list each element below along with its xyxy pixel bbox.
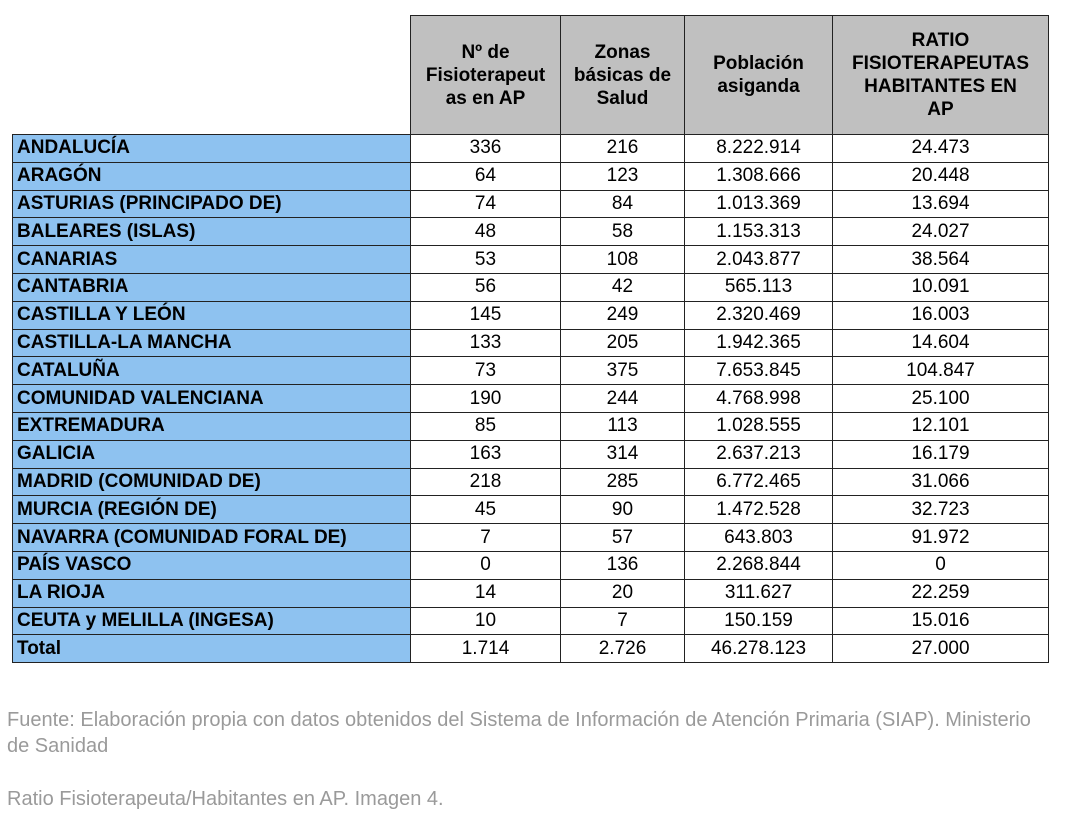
poblacion-value: 150.159: [685, 607, 833, 635]
zonas-value: 314: [561, 440, 685, 468]
region-name: MADRID (COMUNIDAD DE): [13, 468, 411, 496]
fisioterapeutas-value: 133: [411, 329, 561, 357]
ratio-value: 22.259: [833, 579, 1049, 607]
fisioterapeutas-value: 190: [411, 385, 561, 413]
poblacion-value: 1.013.369: [685, 190, 833, 218]
region-name: NAVARRA (COMUNIDAD FORAL DE): [13, 524, 411, 552]
header-corner-cell: [13, 16, 411, 135]
zonas-value: 90: [561, 496, 685, 524]
ratio-value: 104.847: [833, 357, 1049, 385]
table-row: [13, 524, 1049, 552]
region-name: ANDALUCÍA: [13, 135, 411, 163]
table-row: [13, 468, 1049, 496]
table-row: [13, 190, 1049, 218]
fisioterapeutas-value: 163: [411, 440, 561, 468]
table-row: [13, 551, 1049, 579]
poblacion-value: 7.653.845: [685, 357, 833, 385]
zonas-value: 205: [561, 329, 685, 357]
ratio-value: 20.448: [833, 162, 1049, 190]
physio-ratio-table: [12, 15, 1049, 663]
ratio-value: 13.694: [833, 190, 1049, 218]
region-name: COMUNIDAD VALENCIANA: [13, 385, 411, 413]
poblacion-value: 1.942.365: [685, 329, 833, 357]
fisioterapeutas-value: 218: [411, 468, 561, 496]
fisioterapeutas-value: 74: [411, 190, 561, 218]
table-row: [13, 607, 1049, 635]
ratio-value: 91.972: [833, 524, 1049, 552]
poblacion-value: 565.113: [685, 273, 833, 301]
image-caption: Ratio Fisioterapeuta/Habitantes en AP. Imagen 4.: [7, 788, 444, 810]
table-row: [13, 357, 1049, 385]
zonas-value: 57: [561, 524, 685, 552]
zonas-value: 42: [561, 273, 685, 301]
poblacion-value: 4.768.998: [685, 385, 833, 413]
region-name: CATALUÑA: [13, 357, 411, 385]
region-name: GALICIA: [13, 440, 411, 468]
region-name: CEUTA y MELILLA (INGESA): [13, 607, 411, 635]
region-name: CASTILLA-LA MANCHA: [13, 329, 411, 357]
fisioterapeutas-value: 64: [411, 162, 561, 190]
header-ratio: RATIO FISIOTERAPEUTAS HABITANTES EN AP: [833, 16, 1049, 135]
zonas-value: 20: [561, 579, 685, 607]
poblacion-value: 2.268.844: [685, 551, 833, 579]
zonas-value: 113: [561, 412, 685, 440]
total-row: [13, 635, 1049, 663]
poblacion-value: 1.153.313: [685, 218, 833, 246]
region-name: EXTREMADURA: [13, 412, 411, 440]
total-fisioterapeutas-value: 1.714: [411, 635, 561, 663]
table-row: [13, 218, 1049, 246]
region-name: CANTABRIA: [13, 273, 411, 301]
zonas-value: 58: [561, 218, 685, 246]
table-row: [13, 301, 1049, 329]
poblacion-value: 1.472.528: [685, 496, 833, 524]
ratio-value: 12.101: [833, 412, 1049, 440]
ratio-value: 25.100: [833, 385, 1049, 413]
ratio-value: 16.179: [833, 440, 1049, 468]
ratio-value: 16.003: [833, 301, 1049, 329]
zonas-value: 216: [561, 135, 685, 163]
poblacion-value: 6.772.465: [685, 468, 833, 496]
source-caption: Fuente: Elaboración propia con datos obtenidos del Sistema de Información de Atención Primaria (SIAP). Ministerio de Sanidad: [7, 709, 1031, 757]
header-poblacion: Población asiganda: [685, 16, 833, 135]
fisioterapeutas-value: 7: [411, 524, 561, 552]
ratio-value: 32.723: [833, 496, 1049, 524]
ratio-value: 0: [833, 551, 1049, 579]
ratio-value: 24.473: [833, 135, 1049, 163]
fisioterapeutas-value: 10: [411, 607, 561, 635]
table-row: [13, 440, 1049, 468]
ratio-value: 38.564: [833, 246, 1049, 274]
header-fisioterapeutas: Nº de Fisioterapeut as en AP: [411, 16, 561, 135]
zonas-value: 249: [561, 301, 685, 329]
region-name: MURCIA (REGIÓN DE): [13, 496, 411, 524]
zonas-value: 123: [561, 162, 685, 190]
header-zonas-basicas: Zonas básicas de Salud: [561, 16, 685, 135]
ratio-value: 31.066: [833, 468, 1049, 496]
zonas-value: 285: [561, 468, 685, 496]
poblacion-value: 2.320.469: [685, 301, 833, 329]
poblacion-value: 8.222.914: [685, 135, 833, 163]
fisioterapeutas-value: 73: [411, 357, 561, 385]
total-zonas-value: 2.726: [561, 635, 685, 663]
region-name: ARAGÓN: [13, 162, 411, 190]
fisioterapeutas-value: 53: [411, 246, 561, 274]
table-row: [13, 246, 1049, 274]
fisioterapeutas-value: 85: [411, 412, 561, 440]
zonas-value: 136: [561, 551, 685, 579]
table-row: [13, 385, 1049, 413]
region-name: ASTURIAS (PRINCIPADO DE): [13, 190, 411, 218]
fisioterapeutas-value: 56: [411, 273, 561, 301]
zonas-value: 7: [561, 607, 685, 635]
zonas-value: 244: [561, 385, 685, 413]
fisioterapeutas-value: 145: [411, 301, 561, 329]
ratio-value: 10.091: [833, 273, 1049, 301]
total-ratio-value: 27.000: [833, 635, 1049, 663]
table-row: [13, 579, 1049, 607]
total-region-name: Total: [13, 635, 411, 663]
ratio-value: 15.016: [833, 607, 1049, 635]
poblacion-value: 311.627: [685, 579, 833, 607]
table-row: [13, 135, 1049, 163]
poblacion-value: 2.043.877: [685, 246, 833, 274]
table-row: [13, 329, 1049, 357]
fisioterapeutas-value: 0: [411, 551, 561, 579]
fisioterapeutas-value: 45: [411, 496, 561, 524]
poblacion-value: 1.308.666: [685, 162, 833, 190]
table-header: [13, 16, 1049, 135]
fisioterapeutas-value: 14: [411, 579, 561, 607]
region-name: LA RIOJA: [13, 579, 411, 607]
region-name: CASTILLA Y LEÓN: [13, 301, 411, 329]
table-body: [13, 135, 1049, 663]
ratio-value: 14.604: [833, 329, 1049, 357]
zonas-value: 84: [561, 190, 685, 218]
region-name: CANARIAS: [13, 246, 411, 274]
fisioterapeutas-value: 48: [411, 218, 561, 246]
table-row: [13, 162, 1049, 190]
table-row: [13, 273, 1049, 301]
zonas-value: 375: [561, 357, 685, 385]
total-poblacion-value: 46.278.123: [685, 635, 833, 663]
poblacion-value: 2.637.213: [685, 440, 833, 468]
region-name: PAÍS VASCO: [13, 551, 411, 579]
table-row: [13, 496, 1049, 524]
ratio-value: 24.027: [833, 218, 1049, 246]
poblacion-value: 1.028.555: [685, 412, 833, 440]
zonas-value: 108: [561, 246, 685, 274]
table-row: [13, 412, 1049, 440]
fisioterapeutas-value: 336: [411, 135, 561, 163]
poblacion-value: 643.803: [685, 524, 833, 552]
region-name: BALEARES (ISLAS): [13, 218, 411, 246]
